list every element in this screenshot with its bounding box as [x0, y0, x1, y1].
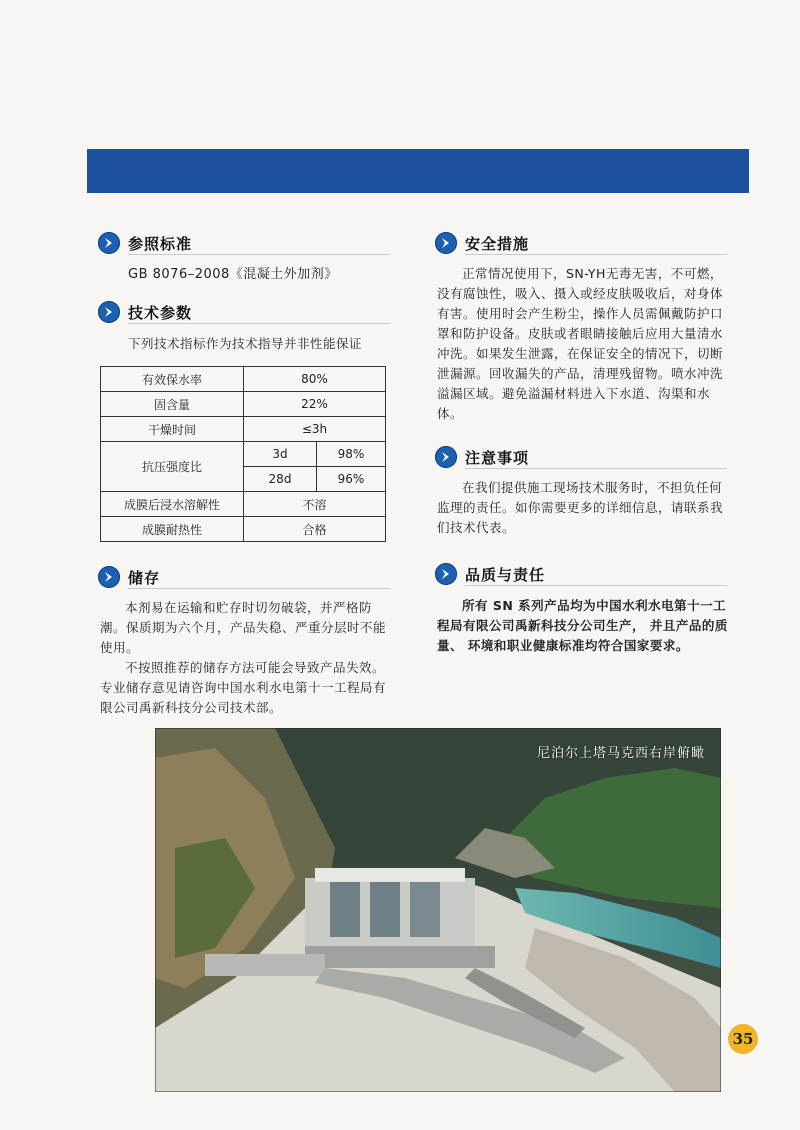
table-cell-label: 有效保水率	[101, 367, 244, 392]
table-cell-value: 22%	[244, 392, 386, 417]
table-cell-value: 96%	[317, 467, 386, 492]
tech-spec-table	[100, 366, 386, 542]
table-row	[101, 492, 386, 517]
table-cell-value: ≤3h	[244, 417, 386, 442]
table-cell-label: 固含量	[101, 392, 244, 417]
storage-paragraph-1: 本剂易在运输和贮存时切勿破袋，并严格防潮。保质期为六个月，产品失稳、严重分层时不能使用。	[100, 600, 387, 655]
header-bar	[87, 149, 749, 193]
table-cell-value: 98%	[317, 442, 386, 467]
table-cell-value: 80%	[244, 367, 386, 392]
divider	[465, 585, 727, 586]
section-storage-heading	[98, 564, 160, 590]
chevron-right-icon	[98, 232, 120, 254]
section-title: 品质与责任	[465, 565, 546, 584]
section-reference-heading	[98, 230, 192, 256]
table-row	[101, 417, 386, 442]
table-cell-age: 3d	[244, 442, 317, 467]
notice-text	[437, 478, 729, 538]
section-tech-heading	[98, 299, 192, 325]
divider	[128, 323, 390, 324]
section-title: 注意事项	[465, 448, 530, 467]
chevron-right-icon	[435, 563, 457, 585]
safety-paragraph: 正常情况使用下，SN-YH无毒无害，不可燃，没有腐蚀性，吸入、摄入或经皮肤吸收后，对身体有害。使用时会产生粉尘，操作人员需佩戴防护口罩和防护设备。皮肤或者眼睛接触后应用大量清水冲洗。如果发生泄露，在保证安全的情况下，切断泄漏源。回收漏失的产品，清理残留物。喷水冲洗溢漏区域。避免溢漏材料进入下水道、沟渠和水体。	[437, 266, 724, 421]
table-cell-label: 成膜耐热性	[101, 517, 244, 542]
photo-illustration	[155, 728, 721, 1092]
divider	[128, 588, 390, 589]
quality-text	[437, 596, 729, 656]
table-row	[101, 392, 386, 417]
table-cell-label: 抗压强度比	[101, 442, 244, 492]
table-cell-age: 28d	[244, 467, 317, 492]
table-cell-label: 干燥时间	[101, 417, 244, 442]
table-row	[101, 517, 386, 542]
storage-text	[100, 598, 392, 718]
divider	[128, 254, 390, 255]
divider	[465, 468, 727, 469]
chevron-right-icon	[98, 301, 120, 323]
section-quality-heading	[435, 561, 545, 587]
table-cell-value: 不溶	[244, 492, 386, 517]
section-notice-heading	[435, 444, 529, 470]
section-title: 安全措施	[465, 234, 530, 253]
quality-paragraph: 所有 SN 系列产品均为中国水利水电第十一工程局有限公司禹新科技分公司生产， 并且产品的质量、 环境和职业健康标准均符合国家要求。	[437, 598, 728, 653]
section-title: 储存	[128, 568, 161, 587]
table-cell-label: 成膜后浸水溶解性	[101, 492, 244, 517]
chevron-right-icon	[435, 446, 457, 468]
table-cell-value: 合格	[244, 517, 386, 542]
table-row	[101, 367, 386, 392]
chevron-right-icon	[98, 566, 120, 588]
notice-paragraph: 在我们提供施工现场技术服务时，不担负任何监理的责任。如你需要更多的详细信息，请联系我们技术代表。	[437, 480, 724, 535]
tech-intro-text: 下列技术指标作为技术指导并非性能保证	[128, 336, 363, 351]
section-safety-heading	[435, 230, 529, 256]
photo-caption: 尼泊尔上塔马克西右岸俯瞰	[536, 746, 705, 761]
section-title: 参照标准	[128, 234, 193, 253]
divider	[465, 254, 727, 255]
dam-aerial-photo	[155, 728, 721, 1092]
page-number-badge: 35	[728, 1024, 758, 1054]
section-title: 技术参数	[128, 303, 193, 322]
table-row	[101, 442, 386, 467]
reference-standard-text: GB 8076–2008《混凝土外加剂》	[128, 267, 338, 282]
chevron-right-icon	[435, 232, 457, 254]
safety-text	[437, 264, 729, 424]
storage-paragraph-2: 不按照推荐的储存方法可能会导致产品失效。 专业储存意见请咨询中国水利水电第十一工程局有限公司禹新科技分公司技术部。	[100, 660, 387, 715]
